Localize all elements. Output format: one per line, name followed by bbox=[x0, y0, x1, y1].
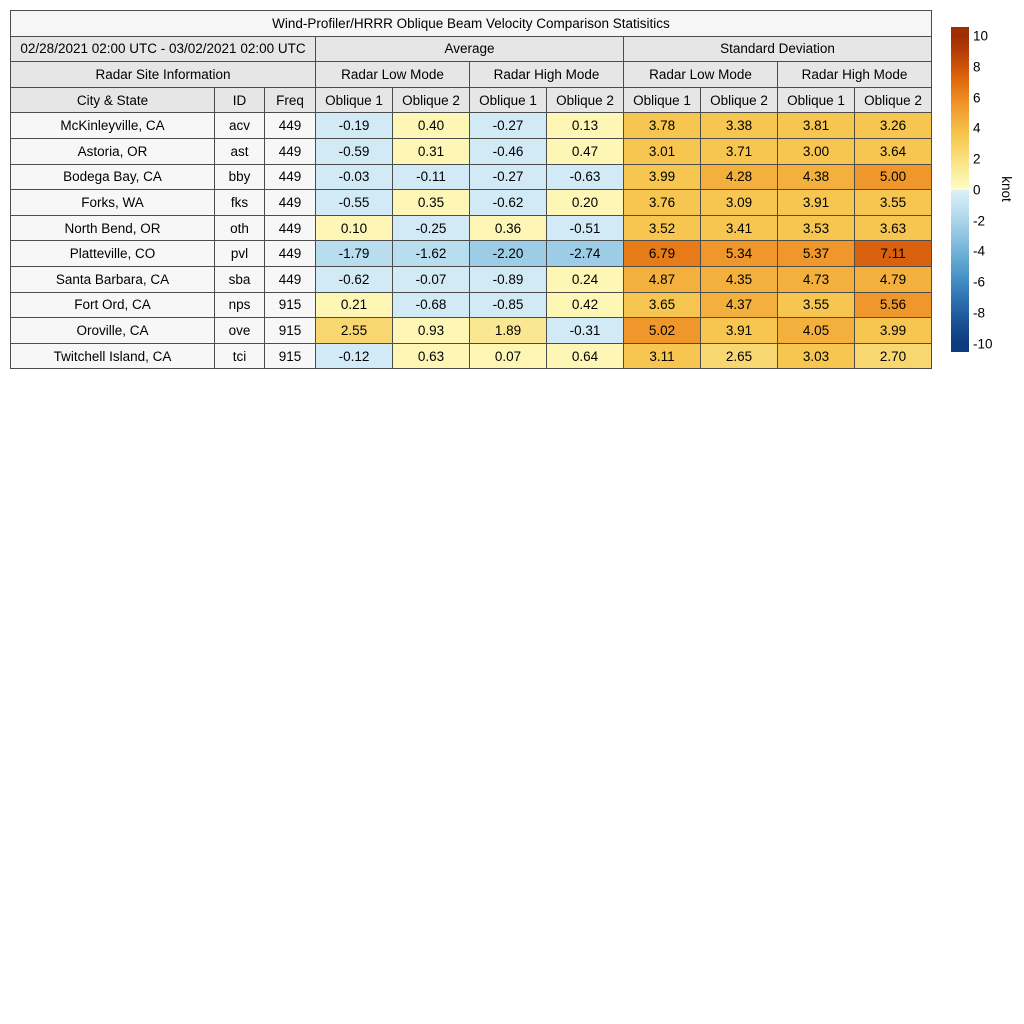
value-cell-sd_low_ob1: 3.01 bbox=[624, 138, 701, 164]
column-header-row bbox=[11, 87, 932, 113]
value-cell-sd_high_ob1: 5.37 bbox=[778, 241, 855, 267]
value-cell-sd_low_ob1: 6.79 bbox=[624, 241, 701, 267]
freq-cell: 449 bbox=[265, 215, 316, 241]
colorbar-tick-label: 8 bbox=[973, 59, 981, 74]
colorbar-tick-label: -8 bbox=[973, 305, 986, 320]
value-cell-avg_low_ob2: 0.40 bbox=[393, 113, 470, 139]
value-cell-sd_high_ob1: 3.91 bbox=[778, 190, 855, 216]
value-cell-avg_low_ob1: -0.59 bbox=[316, 138, 393, 164]
avg-high-mode-header: Radar High Mode bbox=[470, 62, 624, 88]
value-cell-sd_high_ob2: 7.11 bbox=[855, 241, 932, 267]
value-cell-sd_low_ob2: 4.37 bbox=[701, 292, 778, 318]
city-cell: North Bend, OR bbox=[11, 215, 215, 241]
value-cell-avg_high_ob2: -0.63 bbox=[547, 164, 624, 190]
value-cell-sd_high_ob2: 3.55 bbox=[855, 190, 932, 216]
value-cell-avg_low_ob2: -0.68 bbox=[393, 292, 470, 318]
value-cell-avg_low_ob2: -1.62 bbox=[393, 241, 470, 267]
value-cell-sd_low_ob2: 5.34 bbox=[701, 241, 778, 267]
section-header-std-dev: Standard Deviation bbox=[624, 36, 932, 62]
table-row bbox=[11, 266, 932, 292]
value-cell-sd_high_ob2: 3.26 bbox=[855, 113, 932, 139]
value-cell-avg_high_ob1: 1.89 bbox=[470, 318, 547, 344]
table-row bbox=[11, 343, 932, 369]
col-header-oblique1: Oblique 1 bbox=[316, 87, 393, 113]
table-row bbox=[11, 164, 932, 190]
value-cell-sd_low_ob2: 4.28 bbox=[701, 164, 778, 190]
value-cell-avg_high_ob2: 0.13 bbox=[547, 113, 624, 139]
city-cell: Platteville, CO bbox=[11, 241, 215, 267]
id-cell: ove bbox=[215, 318, 265, 344]
colorbar-tick-label: 4 bbox=[973, 120, 981, 136]
value-cell-avg_high_ob2: 0.42 bbox=[547, 292, 624, 318]
figure-title: Wind-Profiler/HRRR Oblique Beam Velocity Comparison Statisitics bbox=[11, 11, 932, 37]
id-cell: pvl bbox=[215, 241, 265, 267]
colorbar-tick-label: -6 bbox=[973, 274, 986, 290]
value-cell-sd_high_ob2: 2.70 bbox=[855, 343, 932, 369]
freq-cell: 449 bbox=[265, 266, 316, 292]
value-cell-sd_low_ob2: 3.09 bbox=[701, 190, 778, 216]
value-cell-sd_low_ob1: 3.11 bbox=[624, 343, 701, 369]
value-cell-avg_low_ob2: 0.31 bbox=[393, 138, 470, 164]
value-cell-sd_low_ob2: 2.65 bbox=[701, 343, 778, 369]
value-cell-avg_high_ob2: 0.20 bbox=[547, 190, 624, 216]
colorbar bbox=[951, 27, 1024, 353]
date-range: 02/28/2021 02:00 UTC - 03/02/2021 02:00 UTC bbox=[11, 36, 316, 62]
col-header-freq: Freq bbox=[265, 87, 316, 113]
value-cell-avg_high_ob1: -0.85 bbox=[470, 292, 547, 318]
freq-cell: 915 bbox=[265, 292, 316, 318]
value-cell-avg_low_ob2: 0.63 bbox=[393, 343, 470, 369]
value-cell-sd_low_ob2: 3.38 bbox=[701, 113, 778, 139]
value-cell-avg_low_ob1: -0.12 bbox=[316, 343, 393, 369]
table-row bbox=[11, 190, 932, 216]
value-cell-sd_high_ob1: 3.53 bbox=[778, 215, 855, 241]
value-cell-sd_high_ob2: 5.56 bbox=[855, 292, 932, 318]
value-cell-sd_high_ob2: 5.00 bbox=[855, 164, 932, 190]
value-cell-avg_low_ob2: 0.35 bbox=[393, 190, 470, 216]
value-cell-avg_low_ob1: -0.55 bbox=[316, 190, 393, 216]
table-row bbox=[11, 215, 932, 241]
value-cell-sd_low_ob1: 3.76 bbox=[624, 190, 701, 216]
freq-cell: 915 bbox=[265, 343, 316, 369]
value-cell-sd_high_ob1: 3.03 bbox=[778, 343, 855, 369]
value-cell-avg_high_ob2: 0.64 bbox=[547, 343, 624, 369]
freq-cell: 449 bbox=[265, 113, 316, 139]
freq-cell: 449 bbox=[265, 241, 316, 267]
value-cell-sd_low_ob1: 3.99 bbox=[624, 164, 701, 190]
id-cell: fks bbox=[215, 190, 265, 216]
city-cell: Astoria, OR bbox=[11, 138, 215, 164]
value-cell-avg_high_ob1: -0.46 bbox=[470, 138, 547, 164]
city-cell: Santa Barbara, CA bbox=[11, 266, 215, 292]
value-cell-sd_high_ob1: 4.05 bbox=[778, 318, 855, 344]
value-cell-avg_high_ob2: 0.24 bbox=[547, 266, 624, 292]
value-cell-avg_high_ob2: -0.31 bbox=[547, 318, 624, 344]
colorbar-tick-label: -4 bbox=[973, 243, 986, 259]
col-header-oblique2: Oblique 2 bbox=[701, 87, 778, 113]
col-header-oblique2: Oblique 2 bbox=[547, 87, 624, 113]
city-cell: McKinleyville, CA bbox=[11, 113, 215, 139]
city-cell: Fort Ord, CA bbox=[11, 292, 215, 318]
table-row bbox=[11, 292, 932, 318]
col-header-oblique2: Oblique 2 bbox=[393, 87, 470, 113]
value-cell-sd_low_ob2: 3.91 bbox=[701, 318, 778, 344]
value-cell-sd_high_ob1: 3.55 bbox=[778, 292, 855, 318]
value-cell-sd_low_ob1: 3.78 bbox=[624, 113, 701, 139]
colorbar-gradient bbox=[951, 27, 969, 352]
sd-low-mode-header: Radar Low Mode bbox=[624, 62, 778, 88]
colorbar-tick-label: 0 bbox=[973, 182, 981, 197]
value-cell-sd_low_ob1: 3.52 bbox=[624, 215, 701, 241]
value-cell-sd_high_ob1: 3.81 bbox=[778, 113, 855, 139]
section-header-average: Average bbox=[316, 36, 624, 62]
value-cell-avg_high_ob2: -2.74 bbox=[547, 241, 624, 267]
value-cell-avg_high_ob2: 0.47 bbox=[547, 138, 624, 164]
col-header-city: City & State bbox=[11, 87, 215, 113]
avg-low-mode-header: Radar Low Mode bbox=[316, 62, 470, 88]
value-cell-avg_low_ob1: 0.21 bbox=[316, 292, 393, 318]
city-cell: Bodega Bay, CA bbox=[11, 164, 215, 190]
id-cell: oth bbox=[215, 215, 265, 241]
colorbar-tick-label: -2 bbox=[973, 212, 986, 228]
table-row bbox=[11, 318, 932, 344]
value-cell-sd_high_ob1: 4.73 bbox=[778, 266, 855, 292]
city-cell: Twitchell Island, CA bbox=[11, 343, 215, 369]
freq-cell: 449 bbox=[265, 190, 316, 216]
id-cell: ast bbox=[215, 138, 265, 164]
site-info-header: Radar Site Information bbox=[11, 62, 316, 88]
value-cell-sd_high_ob2: 3.63 bbox=[855, 215, 932, 241]
col-header-oblique2: Oblique 2 bbox=[855, 87, 932, 113]
id-cell: acv bbox=[215, 113, 265, 139]
value-cell-avg_low_ob1: 0.10 bbox=[316, 215, 393, 241]
col-header-oblique1: Oblique 1 bbox=[624, 87, 701, 113]
col-header-oblique1: Oblique 1 bbox=[778, 87, 855, 113]
table-row bbox=[11, 241, 932, 267]
id-cell: bby bbox=[215, 164, 265, 190]
sd-high-mode-header: Radar High Mode bbox=[778, 62, 932, 88]
col-header-oblique1: Oblique 1 bbox=[470, 87, 547, 113]
value-cell-sd_high_ob2: 4.79 bbox=[855, 266, 932, 292]
value-cell-sd_low_ob2: 3.71 bbox=[701, 138, 778, 164]
value-cell-sd_low_ob1: 3.65 bbox=[624, 292, 701, 318]
value-cell-avg_high_ob1: -2.20 bbox=[470, 241, 547, 267]
value-cell-avg_high_ob1: -0.62 bbox=[470, 190, 547, 216]
colorbar-tick-label: 10 bbox=[973, 28, 989, 44]
col-header-id: ID bbox=[215, 87, 265, 113]
table-row bbox=[11, 138, 932, 164]
value-cell-avg_low_ob2: -0.11 bbox=[393, 164, 470, 190]
id-cell: sba bbox=[215, 266, 265, 292]
city-cell: Forks, WA bbox=[11, 190, 215, 216]
value-cell-avg_low_ob2: 0.93 bbox=[393, 318, 470, 344]
colorbar-tick-label: -10 bbox=[973, 335, 993, 351]
value-cell-sd_low_ob2: 3.41 bbox=[701, 215, 778, 241]
value-cell-sd_low_ob1: 5.02 bbox=[624, 318, 701, 344]
title-row bbox=[11, 11, 932, 37]
value-cell-sd_low_ob2: 4.35 bbox=[701, 266, 778, 292]
value-cell-avg_high_ob2: -0.51 bbox=[547, 215, 624, 241]
value-cell-avg_low_ob1: -0.62 bbox=[316, 266, 393, 292]
freq-cell: 449 bbox=[265, 164, 316, 190]
value-cell-sd_low_ob1: 4.87 bbox=[624, 266, 701, 292]
colorbar-unit-label: knot bbox=[999, 176, 1014, 202]
table-row bbox=[11, 113, 932, 139]
value-cell-sd_high_ob1: 4.38 bbox=[778, 164, 855, 190]
section-header-row bbox=[11, 36, 932, 62]
statistics-table bbox=[10, 10, 932, 369]
value-cell-avg_high_ob1: 0.36 bbox=[470, 215, 547, 241]
value-cell-avg_low_ob2: -0.07 bbox=[393, 266, 470, 292]
value-cell-avg_high_ob1: -0.27 bbox=[470, 164, 547, 190]
freq-cell: 449 bbox=[265, 138, 316, 164]
value-cell-sd_high_ob2: 3.99 bbox=[855, 318, 932, 344]
value-cell-avg_low_ob1: 2.55 bbox=[316, 318, 393, 344]
value-cell-avg_low_ob2: -0.25 bbox=[393, 215, 470, 241]
value-cell-avg_high_ob1: -0.89 bbox=[470, 266, 547, 292]
freq-cell: 915 bbox=[265, 318, 316, 344]
id-cell: tci bbox=[215, 343, 265, 369]
colorbar-tick-label: 2 bbox=[973, 151, 981, 167]
value-cell-sd_high_ob2: 3.64 bbox=[855, 138, 932, 164]
value-cell-avg_low_ob1: -0.03 bbox=[316, 164, 393, 190]
value-cell-avg_high_ob1: -0.27 bbox=[470, 113, 547, 139]
value-cell-sd_high_ob1: 3.00 bbox=[778, 138, 855, 164]
id-cell: nps bbox=[215, 292, 265, 318]
value-cell-avg_low_ob1: -0.19 bbox=[316, 113, 393, 139]
value-cell-avg_low_ob1: -1.79 bbox=[316, 241, 393, 267]
city-cell: Oroville, CA bbox=[11, 318, 215, 344]
value-cell-avg_high_ob1: 0.07 bbox=[470, 343, 547, 369]
colorbar-tick-label: 6 bbox=[973, 89, 981, 105]
mode-header-row bbox=[11, 62, 932, 88]
